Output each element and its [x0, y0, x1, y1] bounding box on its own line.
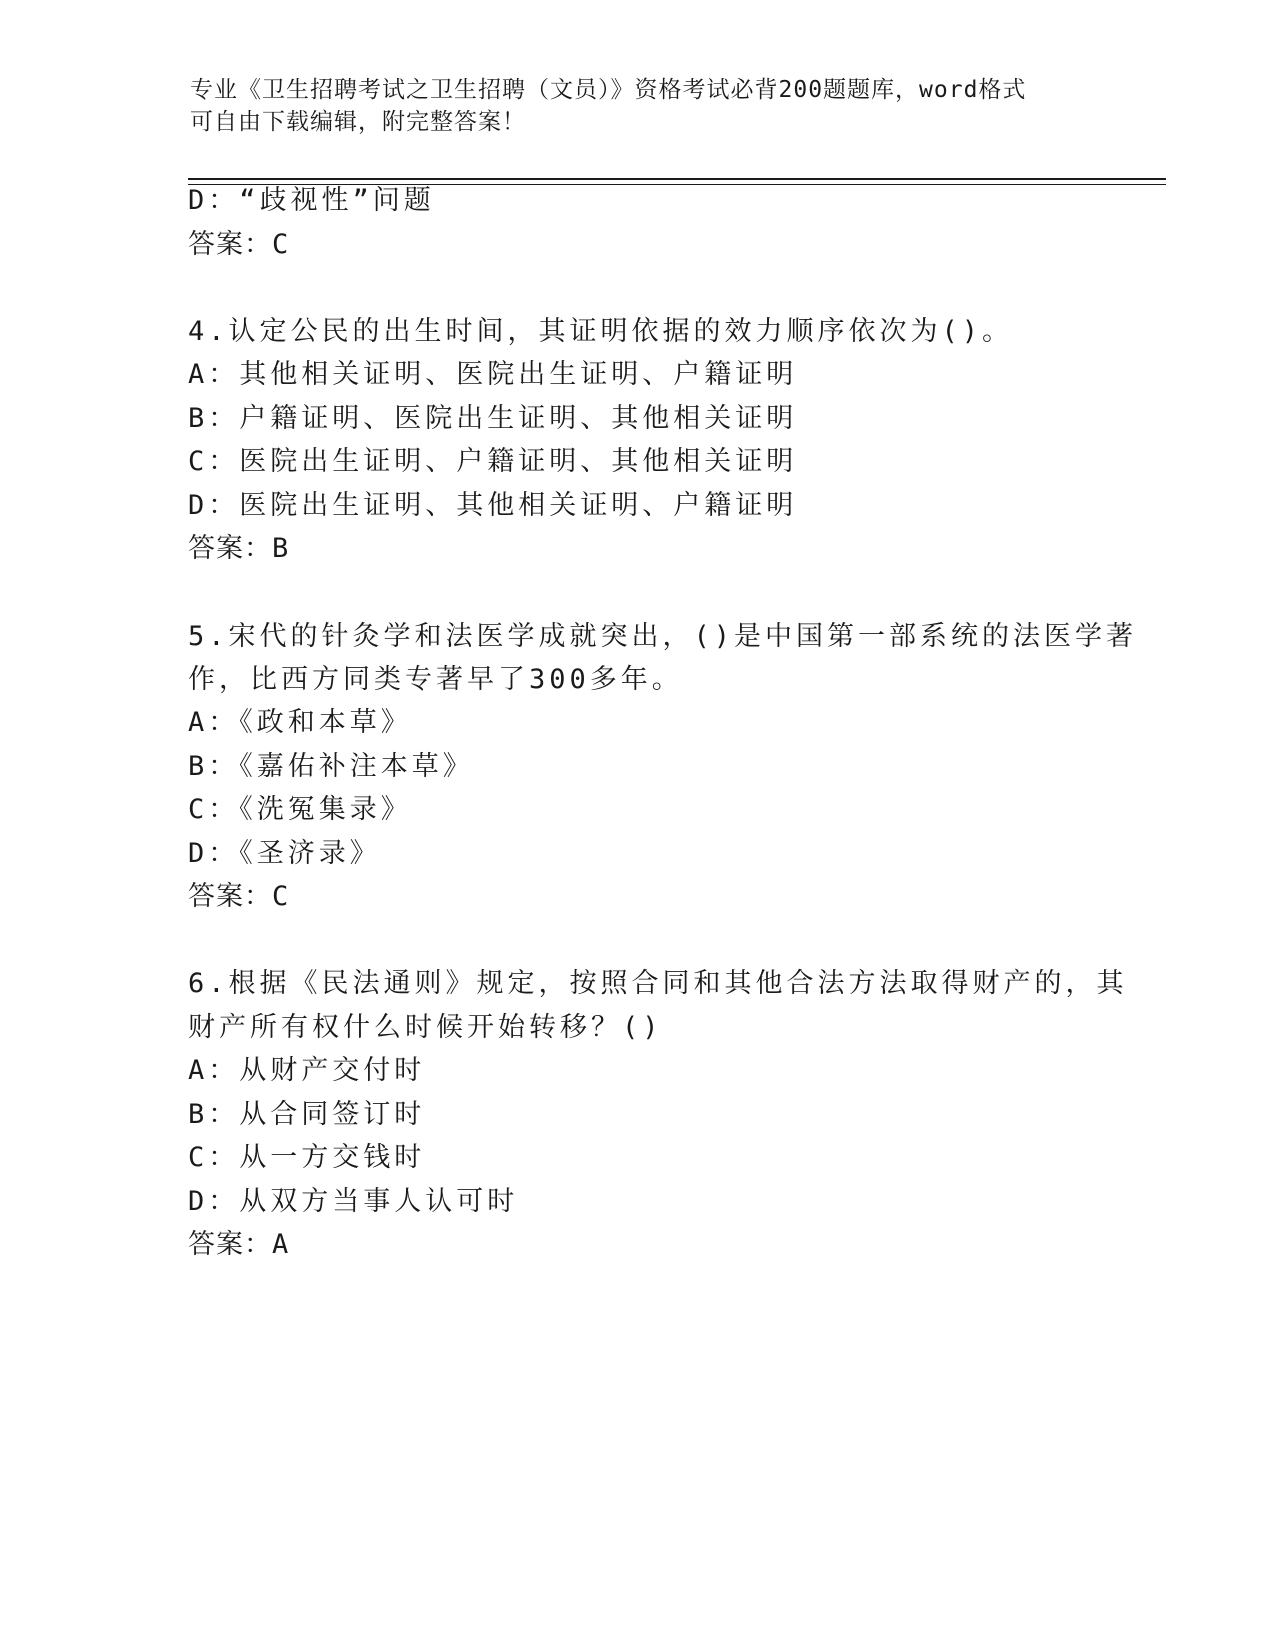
header-divider-thick — [188, 178, 1166, 180]
q3-option-d: D：“歧视性”问题 — [188, 185, 435, 216]
header-line-1: 专业《卫生招聘考试之卫生招聘（文员）》资格考试必背200题题库，word格式 — [190, 77, 1027, 103]
q5-option-b: B：《嘉佑补注本草》 — [188, 751, 474, 782]
q6-option-a: A：从财产交付时 — [188, 1055, 426, 1086]
q4-option-a: A：其他相关证明、医院出生证明、户籍证明 — [188, 359, 798, 390]
q6-option-c: C：从一方交钱时 — [188, 1142, 426, 1173]
document-header — [190, 74, 1090, 138]
q4-option-c: C：医院出生证明、户籍证明、其他相关证明 — [188, 446, 798, 477]
q3-answer: 答案：C — [188, 229, 290, 260]
q6-option-b: B：从合同签订时 — [188, 1099, 426, 1130]
q5-answer: 答案：C — [188, 881, 290, 912]
q5-stem-line-2: 作，比西方同类专著早了300多年。 — [188, 664, 683, 695]
q4-option-b: B：户籍证明、医院出生证明、其他相关证明 — [188, 403, 798, 434]
q4-stem-line-1: 4.认定公民的出生时间，其证明依据的效力顺序依次为()。 — [188, 316, 1014, 347]
q5-option-c: C：《洗冤集录》 — [188, 794, 412, 825]
q5-option-d: D：《圣济录》 — [188, 838, 381, 869]
q6-stem-line-1: 6.根据《民法通则》规定，按照合同和其他合法方法取得财产的，其 — [188, 968, 1128, 999]
q4-option-d: D：医院出生证明、其他相关证明、户籍证明 — [188, 490, 798, 521]
header-line-2: 可自由下载编辑，附完整答案！ — [190, 109, 526, 135]
q6-stem-line-2: 财产所有权什么时候开始转移？() — [188, 1012, 663, 1043]
q4-answer: 答案：B — [188, 533, 290, 564]
q5-option-a: A：《政和本草》 — [188, 707, 412, 738]
q5-stem-line-1: 5.宋代的针灸学和法医学成就突出，()是中国第一部系统的法医学著 — [188, 621, 1138, 652]
q6-answer: 答案：A — [188, 1229, 290, 1260]
q6-option-d: D：从双方当事人认可时 — [188, 1186, 519, 1217]
